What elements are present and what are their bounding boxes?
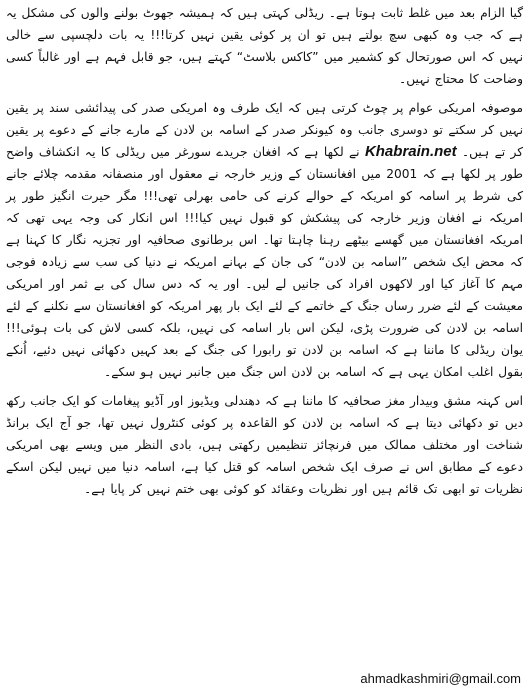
author-email: ahmadkashmiri@gmail.com — [360, 671, 521, 686]
source-name: Khabrain.net — [364, 143, 457, 160]
paragraph-3-text: اس کہنہ مشق وبیدار مغز صحافیہ کا ماننا ہے کہ دھندلی ویڈیوز اور آڈیو پیغامات کو ایک جانب رکھ دیں تو دکھائی دیتا ہے کہ اسامہ بن لادن کو القاعدہ پر کوئی کنٹرول نہیں تھا، جو آج ایک برانڈ شناخت اور مختلف ممالک میں فرنچائز تنظیمیں رکھتی ہیں، بادی النظر میں ویسے بھی امریکی دعوے کے مطابق اس نے صرف ایک شخص اسامہ کو قتل کیا ہے، اسامہ دنیا میں نہیں لیکن اسکے نظریات تو ابھی تک قائم ہیں اور نظریات وعقائد کو کوئی بھی ختم نہیں کر پایا ہے۔ — [6, 394, 523, 496]
article-paragraph-2 — [6, 97, 523, 383]
paragraph-1-text: گیا الزام بعد میں غلط ثابت ہوتا ہے۔ ریڈلی کہتی ہیں کہ ہمیشہ جھوٹ بولنے والوں کی مشکل یہ ہے کہ جب وہ کبھی سچ بولتے ہیں تو ان پر کوئی یقین نہیں کرتا!!! یہ بات دلچسپی سے خالی نہیں کہ اس صورتحال کو کشمیر میں ”کاکس بلاسٹ“ کہتے ہیں، جو قابل فہم ہے اور غالباً کسی وضاحت کا محتاج نہیں۔ — [6, 6, 523, 86]
article-paragraph-3 — [6, 390, 523, 500]
paragraph-2-text-before-source: موصوفہ امریکی عوام پر چوٹ کرتی ہیں کہ ایک طرف وہ امریکی صدر کی پیدائشی سند پر یقین نہیں کر سکتے تو دوسری جانب وہ کیونکر صدر کے اسامہ بن لادن کے مارے جانے کے دعوے پر یقین کر تے ہیں۔ — [6, 101, 523, 159]
paragraph-2-text-after-source: نے لکھا ہے کہ افغان جریدے سورغر میں ریڈلی کا یہ انکشاف واضح طور پر لکھا ہے کہ 2001 میں افغانستان کے وزیر خارجہ نے معقول اور منصفانہ مقدمہ چلائے جانے کی شرط پر اسامہ کو امریکہ کے حوالے کرنے کی حامی بھرلی تھی!!! مگر حیرت انگیز طور پر امریکہ نے افغان وزیر خارجہ کی پیشکش کو قبول نہیں کیا!!! اس انکار کی وجہ یہی تھی کہ امریکہ افغانستان میں گھسے بیٹھے رہنا چاہتا تھا۔ اس برطانوی صحافیہ اور تجزیہ نگار کا کہنا ہے کہ محض ایک شخص ”اسامہ بن لادن“ کی جان کے بہانے امریکہ نے دنیا کی سب سے زیادہ فوجی مہم کا آغاز کیا اور لاکھوں افراد کی جانیں لے لیں۔ اور یہ کہ دس سال کی بے ثمر اور امریکی معیشت کے لئے ضرر رساں جنگ کے خاتمے کے لئے ایک بار پھر امریکہ کو افغانستان سے نکلنے کے لئے اسامہ بن لادن کی ضرورت پڑی، لیکن اس بار اسامہ کی نہیں، بلکہ کسی لاش کی بات ہوئی!!! یوان ریڈلی کا ماننا ہے کہ اسامہ بن لادن تو رابورا کی جنگ کے بعد کہیں دکھائی نہیں دئیے، اُنکے بقول اغلب امکان یہی ہے کہ اسامہ بن لادن اس جنگ میں جانبر نہیں ہو سکے۔ — [6, 145, 523, 379]
article-paragraph-1 — [6, 2, 523, 90]
article-page — [6, 2, 523, 698]
